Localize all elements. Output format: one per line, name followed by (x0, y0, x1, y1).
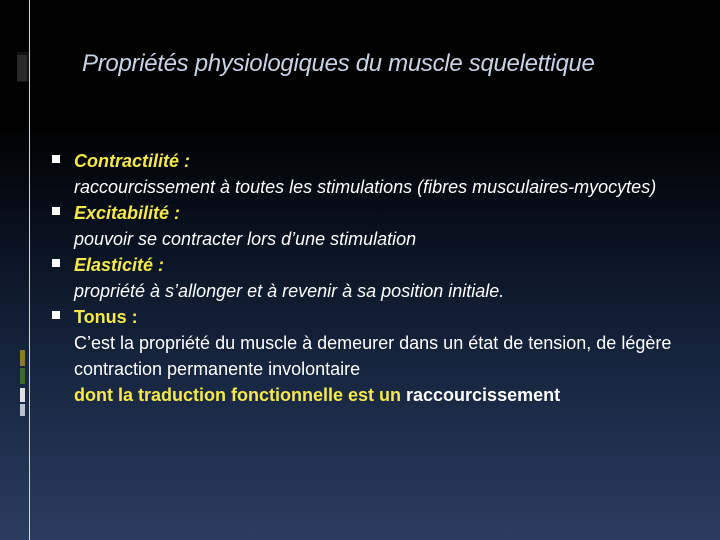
item-description: propriété à s’allonger et à revenir à sa position initiale. (74, 281, 505, 301)
decor-bar-top-inner (17, 55, 27, 81)
item-heading: Tonus : (74, 307, 138, 327)
decor-bar-4 (20, 404, 25, 416)
item-heading: Elasticité : (74, 255, 165, 275)
item-description: pouvoir se contracter lors d’une stimulation (74, 229, 417, 249)
list-item-elasticite (52, 252, 692, 304)
item-emphasis-end: raccourcissement (406, 385, 561, 405)
bullet-square-icon (52, 259, 60, 267)
item-description: C’est la propriété du muscle à demeurer dans un état de tension, de légère contraction permanente involontaire (74, 333, 672, 379)
list-item-excitabilite (52, 200, 692, 252)
item-heading: Excitabilité : (74, 203, 181, 223)
decor-bar-3 (20, 388, 25, 402)
list-item-tonus (52, 304, 692, 408)
bullet-square-icon (52, 155, 60, 163)
decor-bar-1 (20, 350, 25, 366)
left-divider-line (29, 0, 30, 540)
item-heading: Contractilité : (74, 151, 191, 171)
list-item-contractilite (52, 148, 692, 200)
decor-bar-2 (20, 368, 25, 384)
bullet-square-icon (52, 207, 60, 215)
bullet-square-icon (52, 311, 60, 319)
item-description: raccourcissement à toutes les stimulations (fibres musculaires-myocytes) (74, 177, 657, 197)
slide-title: Propriétés physiologiques du muscle squelettique (82, 50, 595, 77)
bullet-list (52, 148, 692, 408)
item-emphasis: dont la traduction fonctionnelle est un (74, 385, 401, 405)
